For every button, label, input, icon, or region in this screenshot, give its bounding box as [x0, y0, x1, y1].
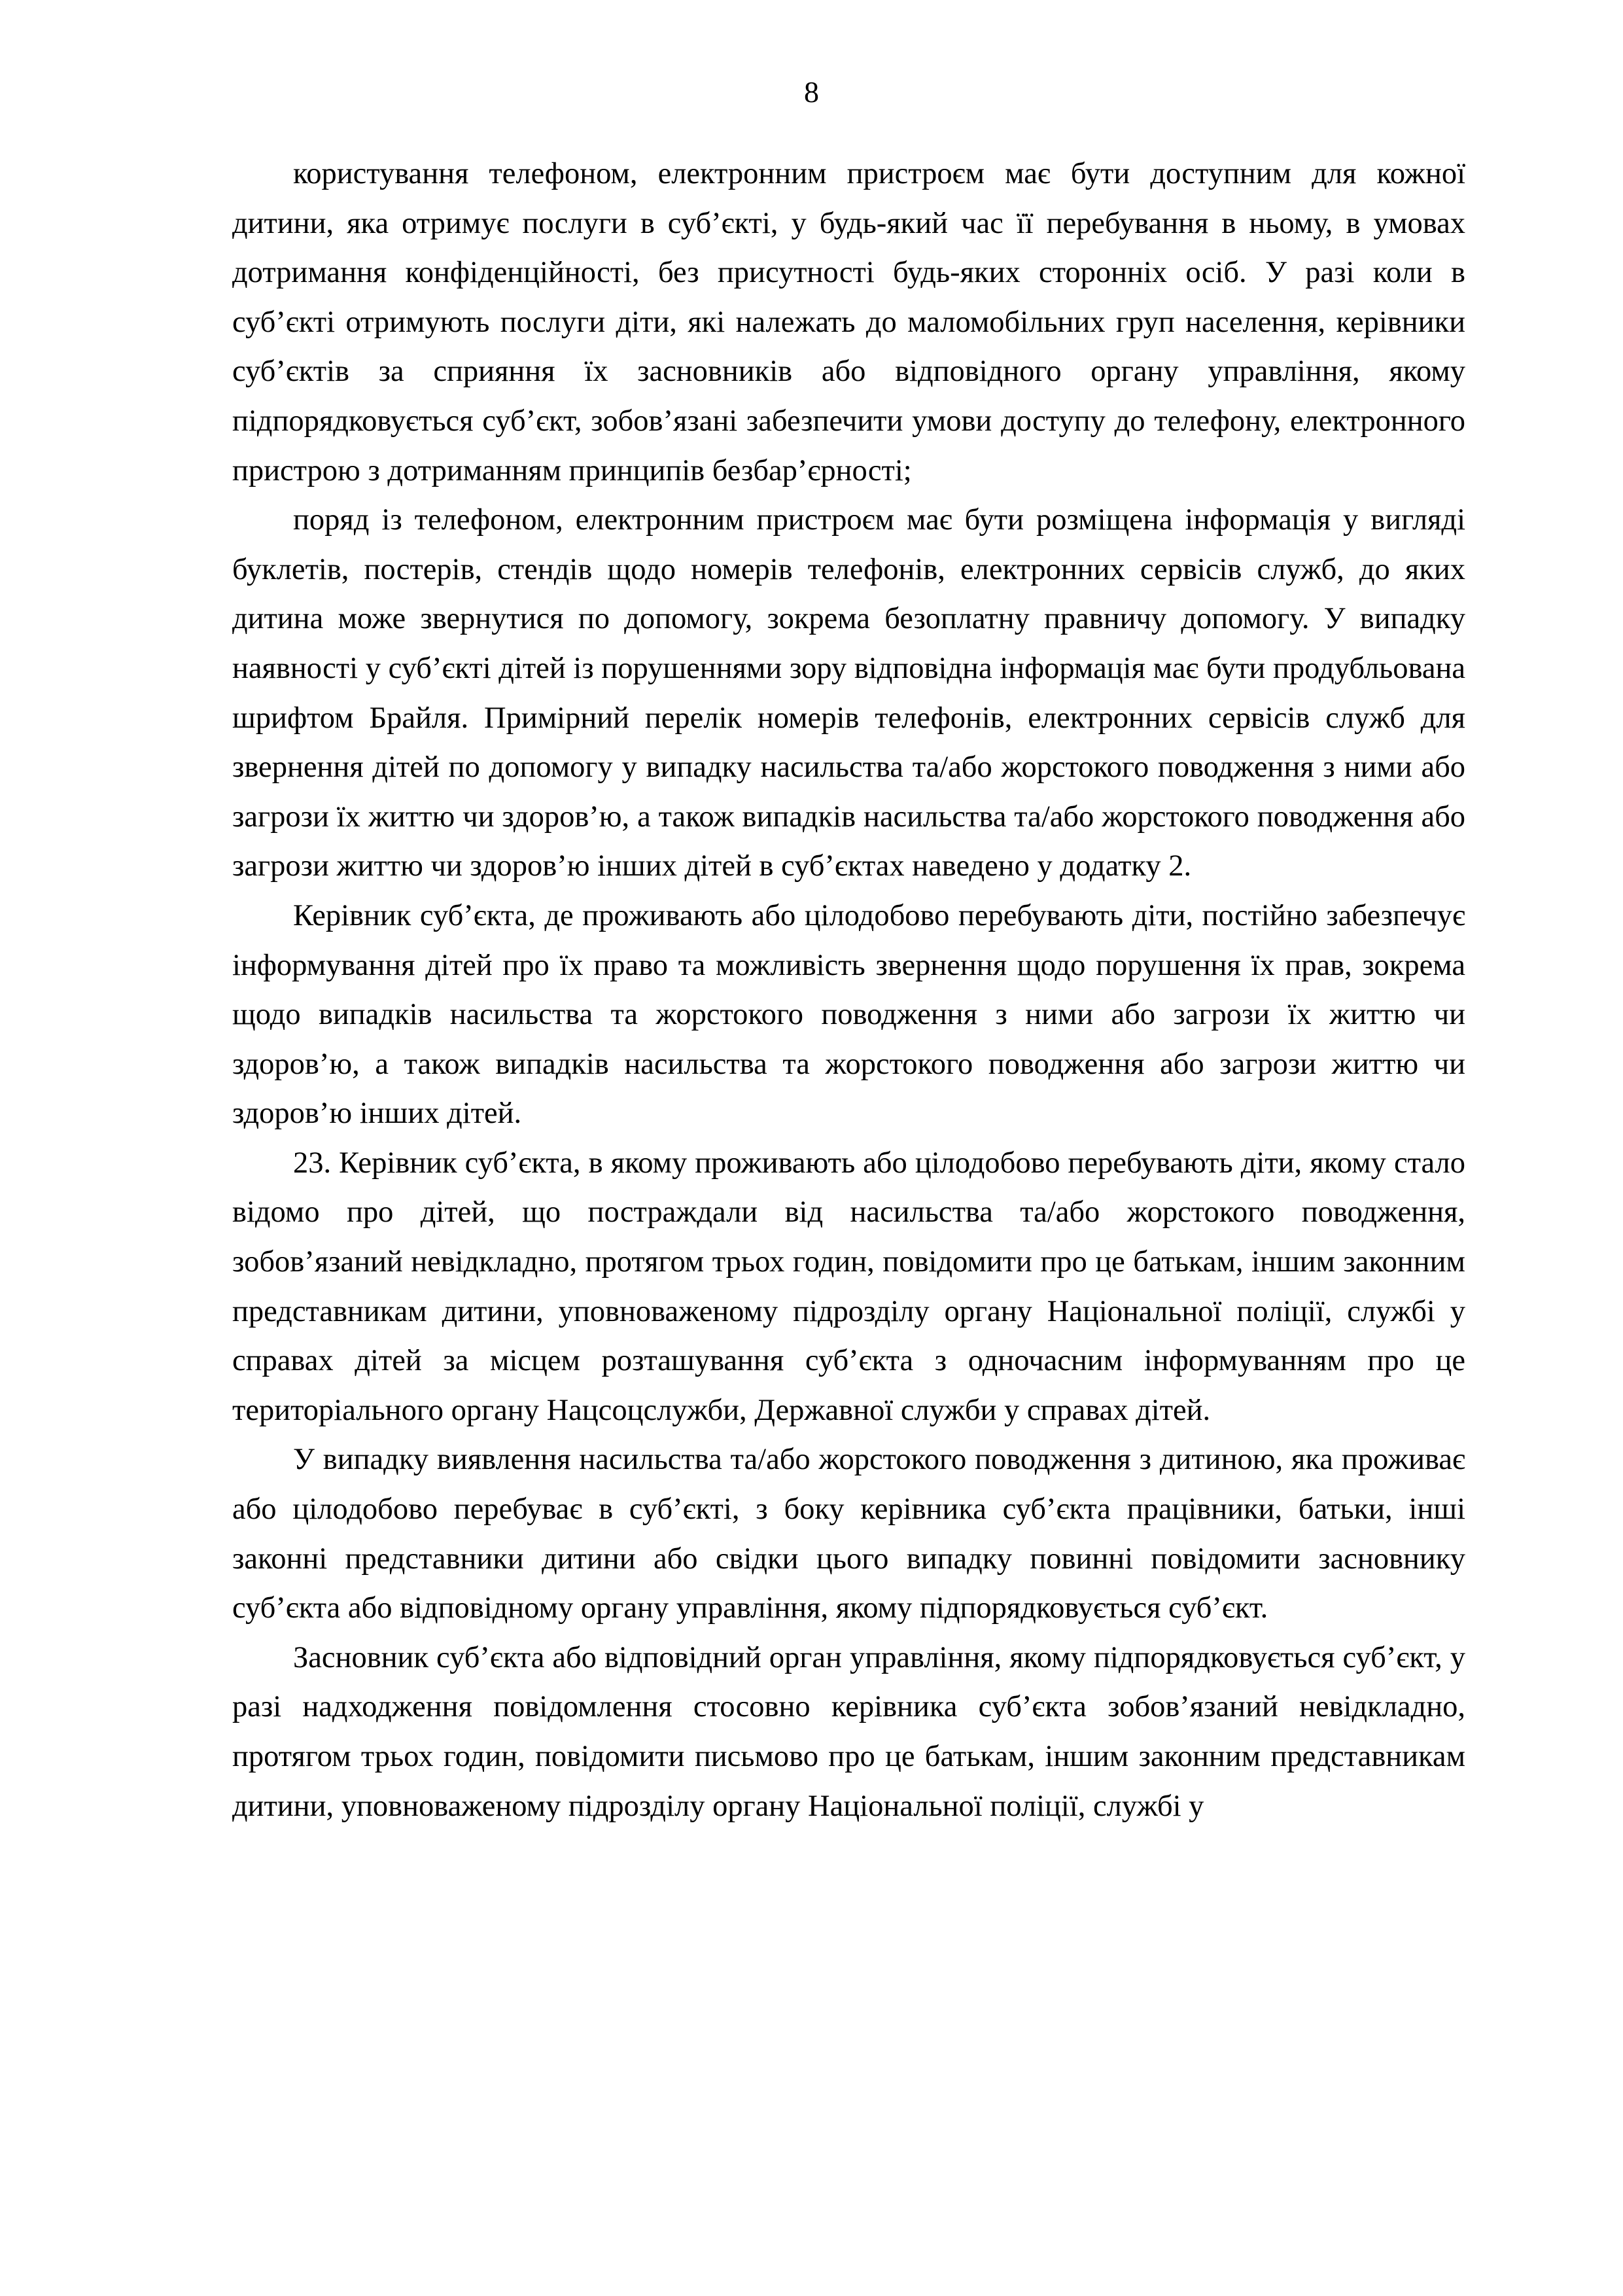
document-body [232, 149, 1465, 1831]
paragraph-23-notification: 23. Керівник суб’єкта, в якому проживають або цілодобово перебувають діти, якому стало відомо про дітей, що постраждали від насильства та/або жорстокого поводження, зобов’язаний невідкладно, протягом трьох годин, повідомити про це батькам, іншим законним представникам дитини, уповноваженому підрозділу органу Національної поліції, службі у справах дітей за місцем розташування суб’єкта з одночасним інформуванням про це територіального органу Нацсоцслужби, Державної служби у справах дітей. [232, 1146, 1465, 1427]
paragraph-telephone-access: користування телефоном, електронним пристроєм має бути доступним для кожної дитини, яка отримує послуги в суб’єкті, у будь-який час її перебування в ньому, в умовах дотримання конфіденційності, без присутності будь-яких сторонніх осіб. У разі коли в суб’єкті отримують послуги діти, які належать до маломобільних груп населення, керівники суб’єктів за сприяння їх засновників або відповідного органу управління, якому підпорядковується суб’єкт, зобов’язані забезпечити умови доступу до телефону, електронного пристрою з дотриманням принципів безбар’єрності; [232, 157, 1465, 487]
paragraph-founder-obligations: Засновник суб’єкта або відповідний орган управління, якому підпорядковується суб’єкт, у разі надходження повідомлення стосовно керівника суб’єкта зобов’язаний невідкладно, протягом трьох годин, повідомити письмово про це батькам, іншим законним представникам дитини, уповноваженому підрозділу органу Національної поліції, службі у [232, 1640, 1465, 1823]
paragraph-information-display: поряд із телефоном, електронним пристроєм має бути розміщена інформація у вигляді буклетів, постерів, стендів щодо номерів телефонів, електронних сервісів служб, до яких дитина може звернутися по допомогу, зокрема безоплатну правничу допомогу. У випадку наявності у суб’єкті дітей із порушеннями зору відповідна інформація має бути продубльована шрифтом Брайля. Примірний перелік номерів телефонів, електронних сервісів служб для звернення дітей по допомогу у випадку насильства та/або жорстокого поводження з ними або загрози їх життю чи здоров’ю, а також випадків насильства та/або жорстокого поводження або загрози життю чи здоров’ю інших дітей в суб’єктах наведено у додатку 2. [232, 503, 1465, 883]
paragraph-manager-informing: Керівник суб’єкта, де проживають або цілодобово перебувають діти, постійно забезпечує інформування дітей про їх право та можливість звернення щодо порушення їх прав, зокрема щодо випадків насильства та жорстокого поводження з ними або загрози їх життю чи здоров’ю, а також випадків насильства та жорстокого поводження або загрози життю чи здоров’ю інших дітей. [232, 898, 1465, 1131]
page-number: 8 [804, 75, 819, 109]
paragraph-detection-of-violence: У випадку виявлення насильства та/або жорстокого поводження з дитиною, яка проживає або цілодобово перебуває в суб’єкті, з боку керівника суб’єкта працівники, батьки, інші законні представники дитини або свідки цього випадку повинні повідомити засновнику суб’єкта або відповідному органу управління, якому підпорядковується суб’єкт. [232, 1443, 1465, 1625]
